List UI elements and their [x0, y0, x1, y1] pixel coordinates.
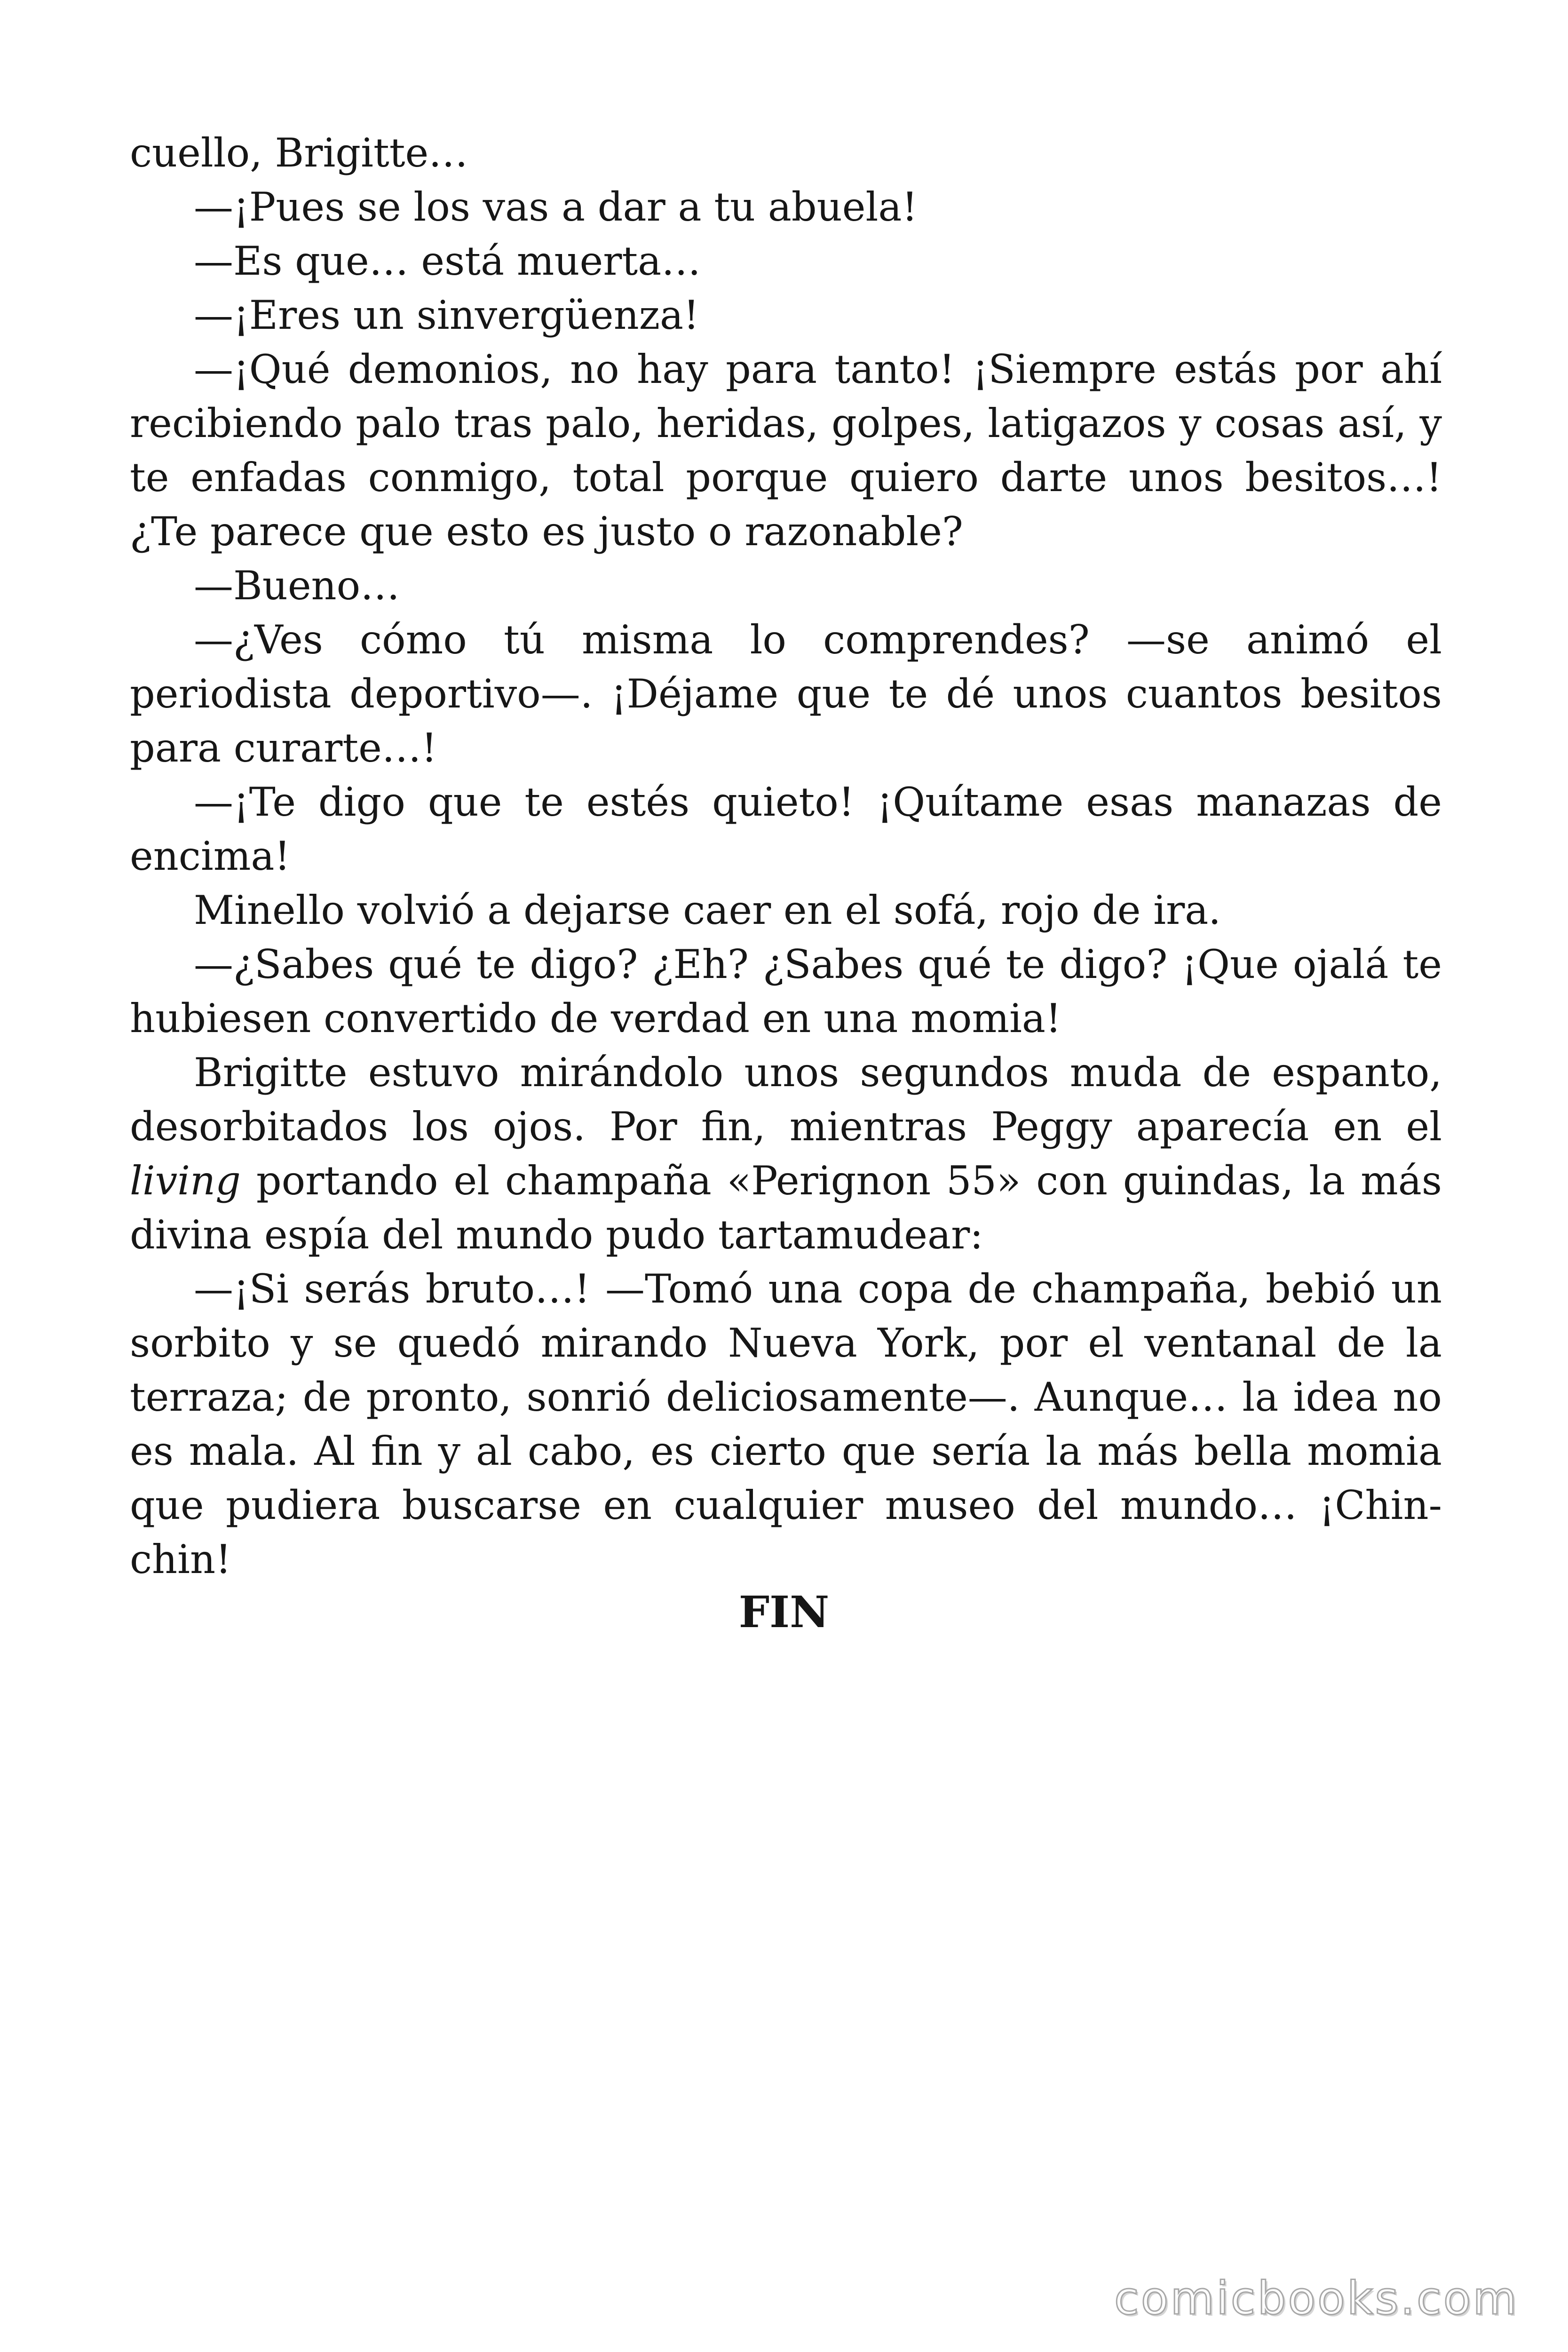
paragraph: —Bueno… [194, 563, 400, 609]
watermark: comicbooks.com [1114, 2272, 1519, 2325]
paragraph: —Es que… está muerta… [194, 238, 701, 284]
end-title: FIN [738, 1587, 830, 1637]
paragraph: —¿Sabes qué te digo? ¿Eh? ¿Sabes qué te digo? ¡Que ojalá te hubiesen convertido de verdad en una momia! [130, 941, 1442, 1041]
paragraph: —¡Eres un sinvergüenza! [194, 292, 699, 338]
paragraph: Minello volvió a dejarse caer en el sofá, rojo de ira. [194, 887, 1221, 933]
body-text [130, 126, 1442, 1587]
paragraph-text: portando el champaña «Perignon 55» con guindas, la más divina espía del mundo pudo tartamudear: [130, 1158, 1442, 1258]
paragraph: cuello, Brigitte… [130, 130, 468, 176]
paragraph: —¡Pues se los vas a dar a tu abuela! [194, 184, 918, 230]
paragraph: —¡Si serás bruto…! —Tomó una copa de champaña, bebió un sorbito y se quedó mirando Nueva York, por el ventanal de la terraza; de pronto, sonrió deliciosamente—. Aunque… la idea no es mala. Al fin y al cabo, es cierto que sería la más bella momia que pudiera buscarse en cualquier museo del mundo… ¡Chin-chin! [130, 1266, 1442, 1582]
paragraph: —¡Qué demonios, no hay para tanto! ¡Siempre estás por ahí recibiendo palo tras palo, heridas, golpes, latigazos y cosas así, y te enfadas conmigo, total porque quiero darte unos besitos…! ¿Te parece que esto es justo o razonable? [130, 346, 1442, 555]
paragraph-text: Brigitte estuvo mirándolo unos segundos muda de espanto, desorbitados los ojos. Por fin, mientras Peggy aparecía en el [130, 1049, 1442, 1150]
paragraph: —¿Ves cómo tú misma lo comprendes? —se animó el periodista deportivo—. ¡Déjame que te dé unos cuantos besitos para curarte…! [130, 617, 1442, 771]
paragraph: —¡Te digo que te estés quieto! ¡Quítame esas manazas de encima! [130, 779, 1442, 879]
paragraph [130, 1046, 1442, 1262]
italic-word: living [130, 1158, 241, 1204]
